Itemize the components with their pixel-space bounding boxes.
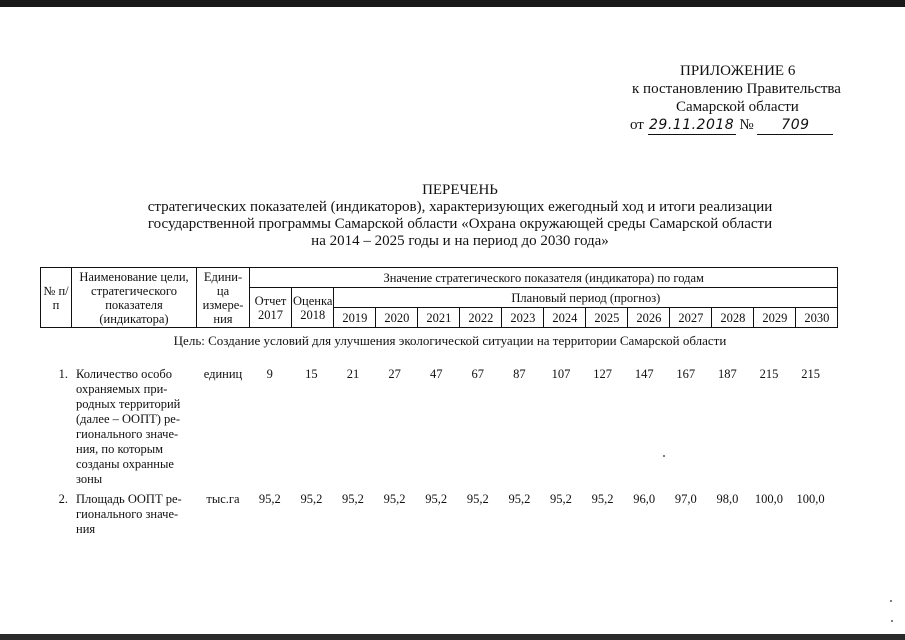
row-value: 95,2 [550,492,572,506]
row-value: 95,2 [258,492,281,506]
from-label: от [630,117,644,133]
row-indicator-name: Площадь ООПТ ре-гионального значе-ния [76,492,182,536]
row-value: 95,2 [591,492,614,506]
row-number: 1. [58,367,68,381]
heading-line-1: стратегических показателей (индикаторов), характеризующих ежегодный ход и итоги реализации [147,199,773,215]
header-plan: Плановый период (прогноз) [334,288,838,308]
row-value: 95,2 [508,492,531,506]
header-year: 2026 [628,308,670,328]
row-value: 95,2 [466,492,489,506]
row-value: 100,0 [754,492,784,506]
row-value: 187 [718,367,737,381]
row-value: 9 [266,367,273,381]
row-unit: тыс.га [206,492,240,506]
heading-title: ПЕРЕЧЕНЬ [422,182,498,198]
handwritten-date: 29.11.2018 [649,117,735,133]
row-value: 21 [346,367,360,381]
header-year: 2023 [502,308,544,328]
header-year: 2019 [334,308,376,328]
row-value: 15 [305,367,318,381]
header-year: 2027 [670,308,712,328]
row-indicator-name: Количество особо охраняемых при-родных территорий (далее – ООПТ) ре-гионального значе-ния, по которым созданы охранные зоны [76,367,181,486]
row-value: 95,2 [425,492,448,506]
row-value: 67 [471,367,485,381]
header-year: 2029 [754,308,796,328]
scan-top-edge [0,0,905,7]
row-value: 100,0 [796,492,825,506]
handwritten-number: 709 [781,117,810,133]
row-value: 87 [513,367,526,381]
header-name: Наименование цели, стратегического показателя (индикатора) [72,268,197,328]
appendix-stamp [610,62,870,135]
row-value: 147 [634,367,654,381]
appendix-line-2: к постановлению Правительства [632,81,841,97]
row-value: 47 [429,367,443,381]
row-unit: единиц [203,367,243,381]
header-values: Значение стратегического показателя (индикатора) по годам [250,268,838,288]
scan-speck [890,600,892,602]
header-year: 2024 [544,308,586,328]
row-value: 215 [801,367,820,381]
header-year: 2022 [460,308,502,328]
document-heading [120,182,800,250]
row-value: 215 [759,367,779,381]
row-value: 27 [388,367,401,381]
number-label: № [739,117,754,133]
row-number: 2. [58,492,68,506]
header-year: 2020 [376,308,418,328]
header-year: 2030 [796,308,838,328]
header-year: 2028 [712,308,754,328]
row-value: 127 [593,367,612,381]
scan-speck [891,620,893,622]
row-value: 95,2 [300,492,323,506]
appendix-title: ПРИЛОЖЕНИЕ 6 [680,63,796,79]
header-estimate: Оценка 2018 [292,288,334,328]
indicators-table-header [40,267,838,328]
row-value: 95,2 [342,492,364,506]
row-value: 97,0 [674,492,697,506]
header-unit: Едини-ца измере-ния [197,268,250,328]
row-value: 98,0 [716,492,739,506]
header-report: Отчет 2017 [250,288,292,328]
header-num: № п/п [41,268,72,328]
row-value: 167 [676,367,696,381]
scan-bottom-edge [0,634,905,640]
heading-line-2: государственной программы Самарской области «Охрана окружающей среды Самарской области [147,216,773,232]
appendix-line-3: Самарской области [676,99,799,115]
header-year: 2021 [418,308,460,328]
goal-line: Цель: Создание условий для улучшения экологической ситуации на территории Самарской области [173,333,727,348]
row-value: 96,0 [633,492,656,506]
appendix-date-line [610,116,870,135]
row-value: 95,2 [383,492,406,506]
row-value: 107 [551,367,571,381]
heading-line-3: на 2014 – 2025 годы и на период до 2030 года» [311,233,609,249]
header-year: 2025 [586,308,628,328]
scan-speck [663,455,665,457]
